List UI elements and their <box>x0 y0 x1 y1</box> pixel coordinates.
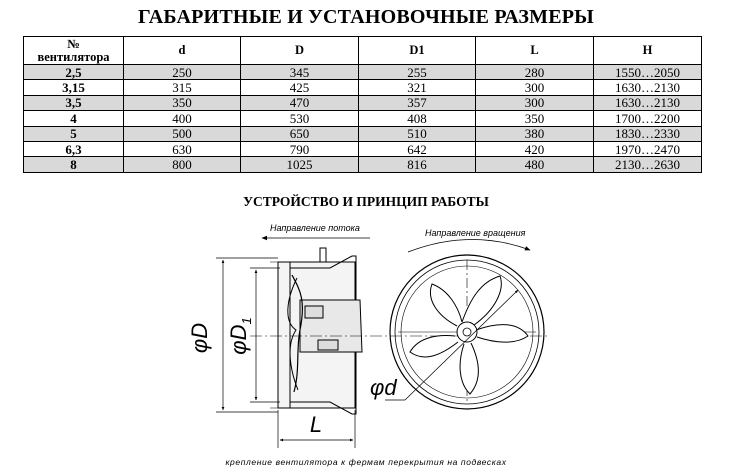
table-cell-no: 6,3 <box>24 141 124 156</box>
table-cell-no: 5 <box>24 126 124 141</box>
table-cell-L: 300 <box>476 80 594 95</box>
table-row <box>24 157 702 172</box>
table-cell-D1: 357 <box>359 95 476 110</box>
dimensions-table <box>23 36 702 173</box>
table-cell-d: 630 <box>124 141 241 156</box>
header-L: L <box>476 37 594 65</box>
fan-side-view <box>270 248 362 414</box>
table-cell-L: 380 <box>476 126 594 141</box>
header-fan-number <box>24 37 124 65</box>
table-cell-H: 1970…2470 <box>594 141 702 156</box>
header-fan-number-line1: № <box>67 36 80 51</box>
fan-front-view <box>390 255 544 409</box>
header-d: d <box>124 37 241 65</box>
dimension-L-label: L <box>309 412 323 437</box>
flow-direction-label: Направление потока <box>270 223 360 233</box>
section-title: УСТРОЙСТВО И ПРИНЦИП РАБОТЫ <box>243 194 489 209</box>
header-fan-number-line2: вентилятора <box>37 49 110 64</box>
table-cell-d: 400 <box>124 111 241 126</box>
table-cell-D: 790 <box>241 141 359 156</box>
table-cell-L: 350 <box>476 111 594 126</box>
header-D1: D1 <box>359 37 476 65</box>
table-cell-D: 425 <box>241 80 359 95</box>
table-row <box>24 126 702 141</box>
rotation-direction-label: Направление вращения <box>425 228 526 238</box>
table-cell-H: 2130…2630 <box>594 157 702 172</box>
table-row <box>24 65 702 80</box>
dimension-D1-sub: 1 <box>239 317 254 325</box>
table-cell-H: 1700…2200 <box>594 111 702 126</box>
table-cell-d: 350 <box>124 95 241 110</box>
header-D: D <box>241 37 359 65</box>
header-H: H <box>594 37 702 65</box>
dimension-d-label: φd <box>370 375 397 400</box>
table-cell-d: 315 <box>124 80 241 95</box>
table-cell-D1: 408 <box>359 111 476 126</box>
table-cell-D: 470 <box>241 95 359 110</box>
table-cell-D: 530 <box>241 111 359 126</box>
table-cell-no: 3,15 <box>24 80 124 95</box>
table-cell-L: 280 <box>476 65 594 80</box>
table-cell-d: 800 <box>124 157 241 172</box>
table-cell-L: 420 <box>476 141 594 156</box>
dimension-D1-label <box>226 317 254 354</box>
table-row <box>24 80 702 95</box>
table-cell-no: 8 <box>24 157 124 172</box>
table-row <box>24 111 702 126</box>
table-cell-H: 1550…2050 <box>594 65 702 80</box>
table-cell-d: 500 <box>124 126 241 141</box>
table-cell-D: 345 <box>241 65 359 80</box>
table-cell-D1: 510 <box>359 126 476 141</box>
fan-drawing <box>0 212 732 457</box>
rotation-direction-arrow <box>408 239 530 252</box>
table-cell-D1: 255 <box>359 65 476 80</box>
table-cell-L: 480 <box>476 157 594 172</box>
table-row <box>24 141 702 156</box>
table-header-row <box>24 37 702 65</box>
table-cell-D1: 816 <box>359 157 476 172</box>
page-title: ГАБАРИТНЫЕ И УСТАНОВОЧНЫЕ РАЗМЕРЫ <box>137 6 595 28</box>
table-cell-D1: 321 <box>359 80 476 95</box>
dimension-D1 <box>250 268 280 402</box>
dimension-D1-main: φD <box>226 324 251 355</box>
table-cell-D1: 642 <box>359 141 476 156</box>
table-cell-D: 650 <box>241 126 359 141</box>
table-row <box>24 95 702 110</box>
table-cell-no: 4 <box>24 111 124 126</box>
table-cell-L: 300 <box>476 95 594 110</box>
dimension-D-label: φD <box>187 322 212 354</box>
table-cell-H: 1830…2330 <box>594 126 702 141</box>
table-cell-no: 2,5 <box>24 65 124 80</box>
table-cell-no: 3,5 <box>24 95 124 110</box>
table-cell-d: 250 <box>124 65 241 80</box>
table-cell-H: 1630…2130 <box>594 95 702 110</box>
table-cell-H: 1630…2130 <box>594 80 702 95</box>
mounting-caption: крепление вентилятора к фермам перекрытия на подвесках <box>225 457 507 467</box>
table-cell-D: 1025 <box>241 157 359 172</box>
